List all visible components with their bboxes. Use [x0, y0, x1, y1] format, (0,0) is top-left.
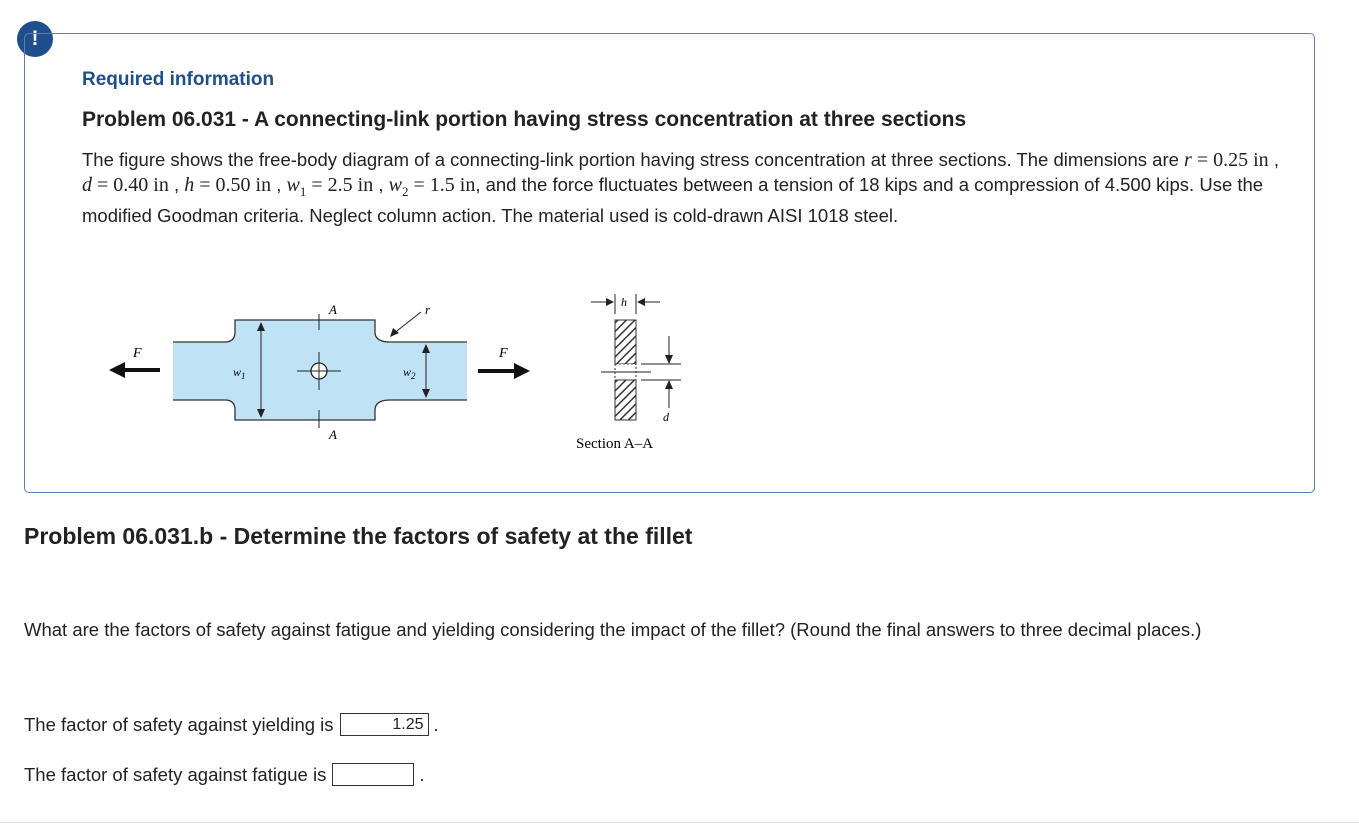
dimension-h: h = 0.50 in	[184, 173, 272, 196]
yield-answer-input[interactable]	[340, 713, 429, 736]
dimension-d: d = 0.40 in	[82, 173, 169, 196]
fatigue-period: .	[419, 763, 425, 785]
problem-title: Problem 06.031 - A connecting-link portion having stress concentration at three sections	[82, 108, 967, 131]
radius-pointer	[390, 312, 421, 337]
yield-answer-row	[24, 713, 439, 736]
section-hatch	[601, 320, 651, 420]
dimensions-list: r = 0.25 in , d = 0.40 in , h = 0.50 in , $w_1 = 2.5$ in , $w_2 = 1.5$ in	[82, 149, 1279, 199]
question-text: What are the factors of safety against fatigue and yielding considering the impact of the fillet? (Round the final answers to three decimal places.)	[24, 619, 1202, 640]
bottom-divider	[0, 822, 1359, 823]
dimension-w1: $w_1 = 2.5$ in	[286, 173, 374, 199]
w2-label: $w_2$	[403, 365, 416, 381]
h-label: h	[621, 295, 627, 309]
section-label-bottom: A	[329, 427, 337, 442]
description-part-1: The figure shows the free-body diagram of a connecting-link portion having stress concentration at three sections. The dimensions are	[82, 149, 1185, 170]
force-label-right: F	[499, 346, 508, 361]
d-label: d	[663, 410, 669, 424]
radius-label: r	[425, 302, 431, 317]
force-label-left: F	[133, 346, 142, 361]
part-b-title: Problem 06.031.b - Determine the factors of safety at the fillet	[24, 523, 693, 549]
yield-period: .	[433, 713, 439, 735]
problem-description	[82, 148, 1282, 229]
dimension-r: r = 0.25 in	[1184, 149, 1269, 171]
section-caption: Section A–A	[576, 436, 654, 452]
dimension-w2: $w_2 = 1.5$ in	[388, 173, 476, 199]
fatigue-label: The factor of safety against fatigue is	[24, 763, 327, 785]
right-force-arrow	[478, 363, 530, 379]
free-body-diagram	[85, 258, 705, 458]
fatigue-answer-input[interactable]	[332, 763, 414, 786]
yield-label: The factor of safety against yielding is	[24, 713, 334, 735]
description-part-2: , and the force fluctuates between a tension of 18 kips and a compression of 4.500 kips. Use the modified Goodman criteria. Neglect column action. The material used is cold-drawn AISI 1018 steel.	[82, 173, 1264, 226]
required-info-title: Required information	[82, 69, 275, 90]
w1-label: $w_1$	[233, 365, 246, 381]
left-force-arrow	[109, 362, 160, 378]
section-label-top: A	[329, 302, 337, 317]
exclamation-icon: !	[17, 21, 53, 57]
fatigue-answer-row	[24, 763, 424, 786]
